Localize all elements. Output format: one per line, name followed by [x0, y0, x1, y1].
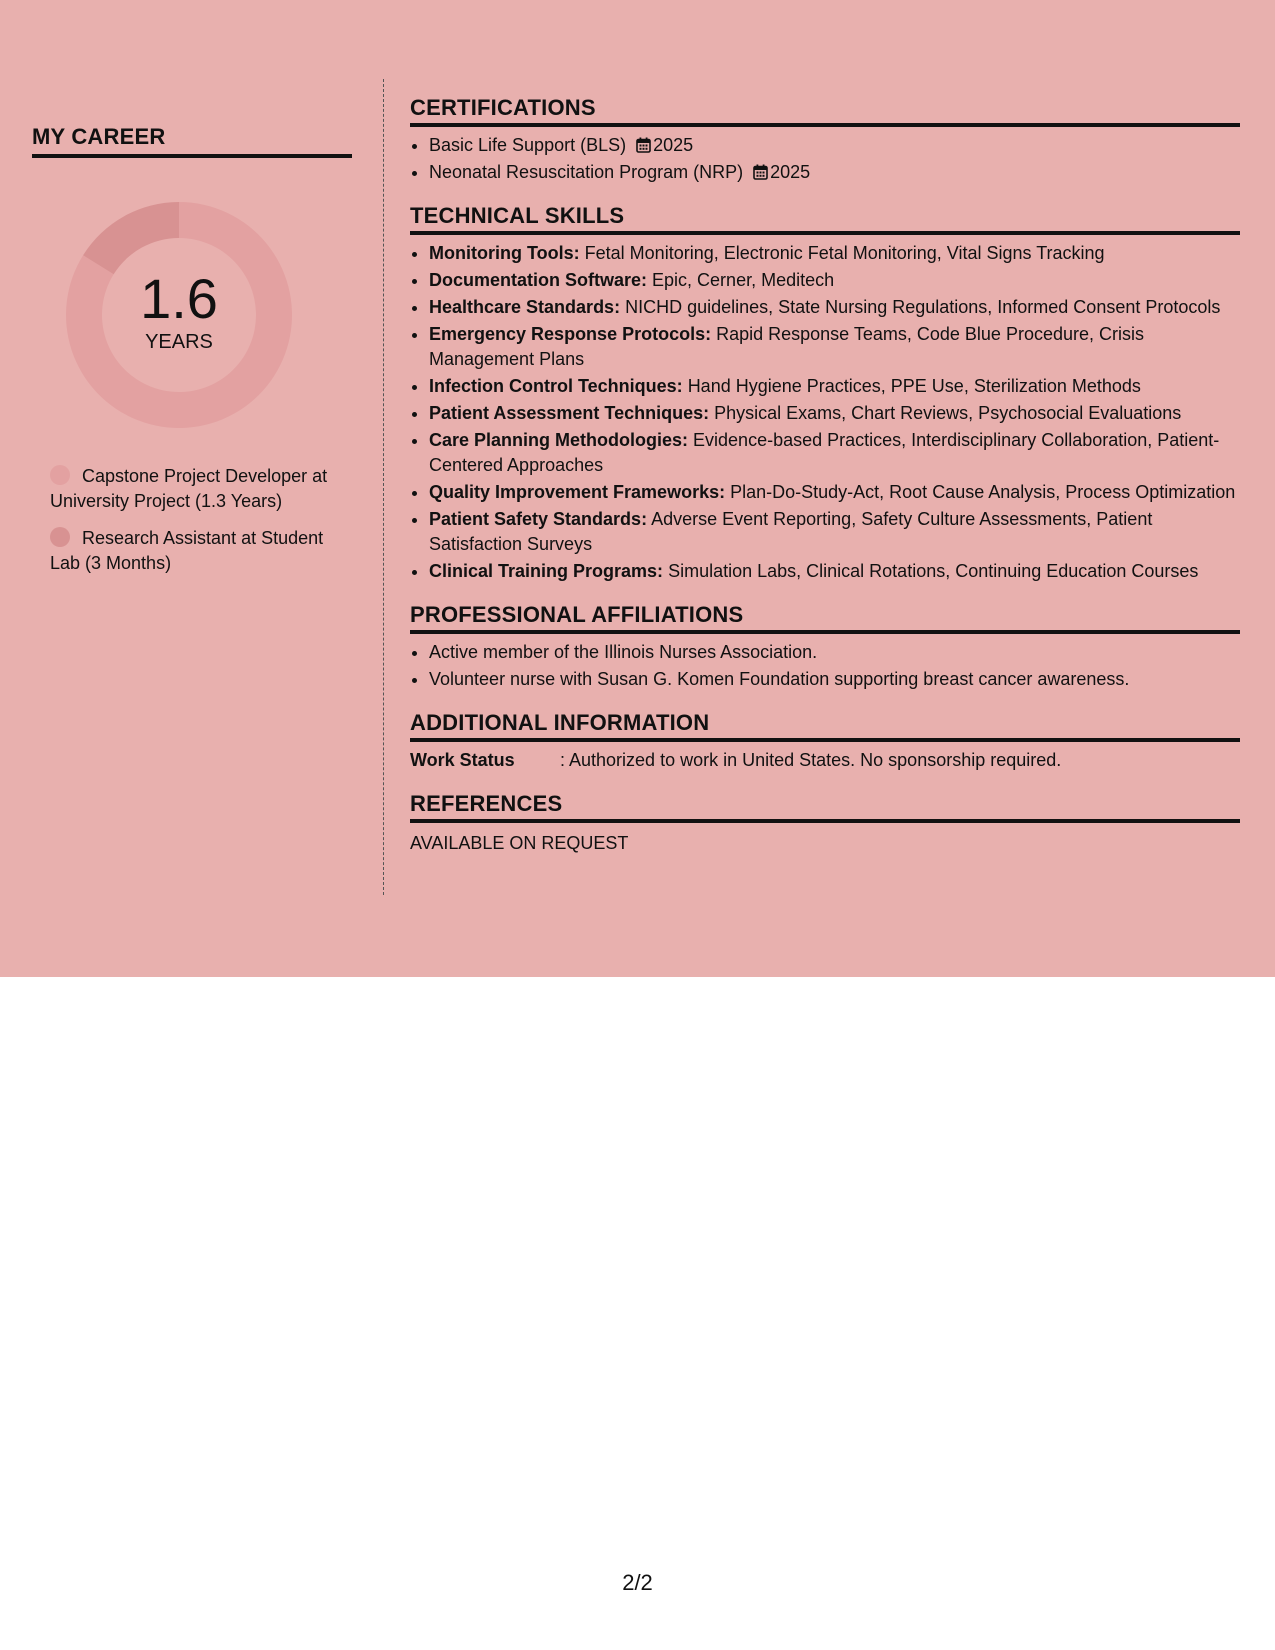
skill-item — [429, 322, 1240, 372]
references-text: AVAILABLE ON REQUEST — [410, 833, 629, 853]
skill-item — [429, 295, 1240, 320]
skill-item — [429, 374, 1240, 399]
skill-item — [429, 428, 1240, 478]
career-legend — [50, 464, 340, 576]
certification-name: Basic Life Support (BLS) — [429, 135, 627, 155]
affiliations-list — [410, 640, 1240, 692]
references-heading: REFERENCES — [410, 791, 1240, 823]
legend-item — [50, 526, 340, 576]
skill-value: Hand Hygiene Practices, PPE Use, Sterilization Methods — [687, 376, 1141, 396]
skill-label: Monitoring Tools: — [429, 243, 580, 263]
skill-item — [429, 480, 1240, 505]
certifications-heading: CERTIFICATIONS — [410, 95, 1240, 127]
skill-value: Epic, Cerner, Meditech — [652, 270, 835, 290]
certification-year: 2025 — [653, 135, 694, 155]
certifications-list — [410, 133, 1240, 185]
affiliation-item: • Volunteer nurse with Susan G. Komen Foundation supporting breast cancer awareness. — [429, 667, 1240, 692]
skill-label: Documentation Software: — [429, 270, 648, 290]
skill-label: Care Planning Methodologies: — [429, 430, 689, 450]
skill-label: Healthcare Standards: — [429, 297, 621, 317]
certification-year: 2025 — [770, 162, 811, 182]
additional-info-heading: ADDITIONAL INFORMATION — [410, 710, 1240, 742]
skill-value: Adverse Event Reporting, Safety Culture Assessments, Patient Satisfaction Surveys — [429, 509, 1153, 554]
column-divider — [383, 79, 384, 895]
work-status-label: Work Status — [410, 750, 515, 770]
certifications-section — [410, 95, 1240, 185]
certification-item — [429, 160, 1240, 185]
skill-label: Quality Improvement Frameworks: — [429, 482, 726, 502]
affiliation-item: • Active member of the Illinois Nurses Association. — [429, 640, 1240, 665]
certification-item — [429, 133, 1240, 158]
skill-item — [429, 268, 1240, 293]
legend-item — [50, 464, 340, 514]
calendar-icon — [636, 137, 651, 153]
skill-value: Evidence-based Practices, Interdisciplinary Collaboration, Patient-Centered Approaches — [429, 430, 1220, 475]
affiliations-section — [410, 602, 1240, 692]
affiliations-heading: PROFESSIONAL AFFILIATIONS — [410, 602, 1240, 634]
technical-skills-heading: TECHNICAL SKILLS — [410, 203, 1240, 235]
legend-item-label: Research Assistant at Student Lab (3 Months) — [50, 528, 324, 573]
work-status-value: : Authorized to work in United States. No sponsorship required. — [560, 750, 1062, 770]
skill-value: Physical Exams, Chart Reviews, Psychosocial Evaluations — [714, 403, 1182, 423]
skill-value: Plan-Do-Study-Act, Root Cause Analysis, Process Optimization — [730, 482, 1236, 502]
career-heading: MY CAREER — [32, 124, 352, 158]
skill-value: Rapid Response Teams, Code Blue Procedure, Crisis Management Plans — [429, 324, 1144, 369]
skill-item — [429, 559, 1240, 584]
calendar-icon — [753, 164, 768, 180]
additional-info-section — [410, 710, 1240, 773]
skill-label: Infection Control Techniques: — [429, 376, 683, 396]
skill-item — [429, 241, 1240, 266]
skill-label: Clinical Training Programs: — [429, 561, 664, 581]
skill-item — [429, 507, 1240, 557]
page-number: 2/2 — [622, 1570, 653, 1595]
career-total-value: 1.6 — [140, 266, 218, 330]
legend-dot-icon — [50, 465, 70, 485]
technical-skills-list — [410, 241, 1240, 584]
skill-value: Fetal Monitoring, Electronic Fetal Monitoring, Vital Signs Tracking — [584, 243, 1105, 263]
legend-item-label: Capstone Project Developer at University Project (1.3 Years) — [50, 466, 328, 511]
skill-label: Patient Safety Standards: — [429, 509, 648, 529]
main-column — [410, 95, 1240, 874]
donut-center — [66, 202, 292, 428]
legend-dot-icon — [50, 527, 70, 547]
skill-value: NICHD guidelines, State Nursing Regulations, Informed Consent Protocols — [625, 297, 1221, 317]
skill-item — [429, 401, 1240, 426]
career-total-unit: YEARS — [145, 330, 213, 353]
work-status-row — [410, 748, 1240, 773]
references-section — [410, 791, 1240, 856]
skill-label: Patient Assessment Techniques: — [429, 403, 710, 423]
certification-name: Neonatal Resuscitation Program (NRP) — [429, 162, 744, 182]
career-column — [32, 124, 352, 588]
skill-value: Simulation Labs, Clinical Rotations, Continuing Education Courses — [668, 561, 1199, 581]
technical-skills-section — [410, 203, 1240, 584]
career-donut-chart — [66, 202, 292, 428]
skill-label: Emergency Response Protocols: — [429, 324, 712, 344]
